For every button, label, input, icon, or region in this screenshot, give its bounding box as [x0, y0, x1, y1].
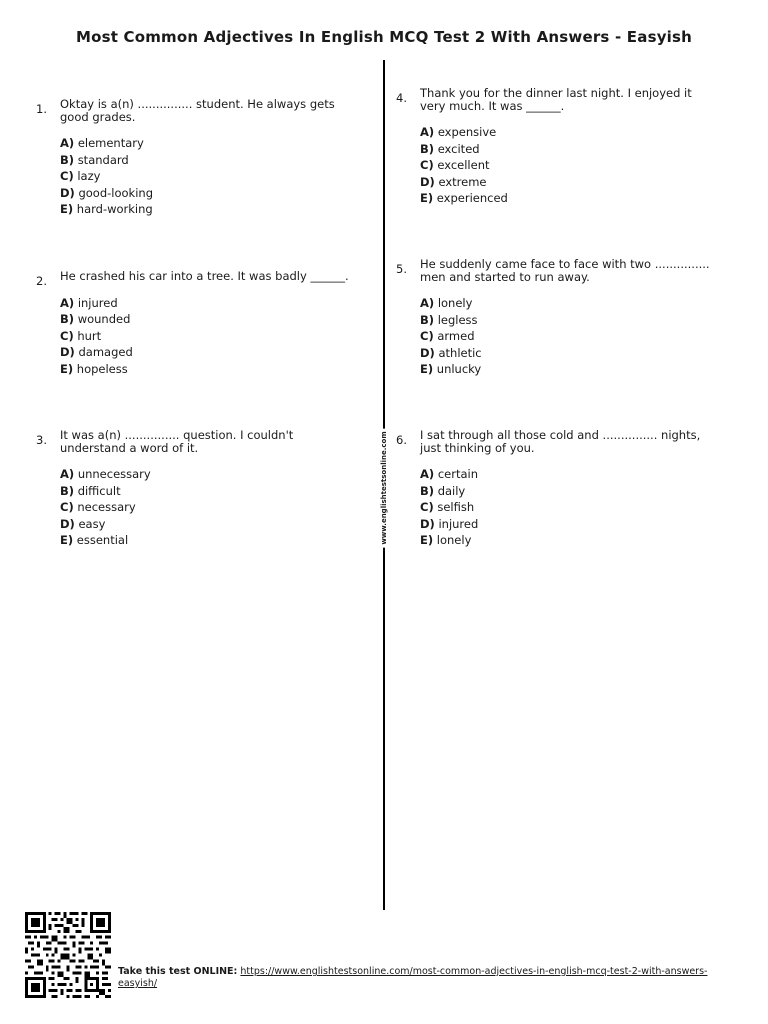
option-e[interactable]: E) unlucky: [420, 362, 482, 376]
footer-label: Take this test ONLINE:: [118, 966, 238, 977]
options-list: [420, 295, 716, 378]
question-text: Thank you for the dinner last night. I enjoyed it very much. It was ______.: [420, 86, 692, 113]
option-a[interactable]: A) expensive: [420, 125, 497, 139]
option-d[interactable]: D) injured: [420, 516, 479, 531]
option-c[interactable]: C) lazy: [60, 169, 101, 183]
question-number: 1.: [36, 102, 47, 116]
option-b[interactable]: B) wounded: [60, 312, 131, 326]
option-e[interactable]: E) lonely: [420, 533, 472, 547]
option-b[interactable]: B) standard: [60, 152, 129, 167]
option-e[interactable]: E) experienced: [420, 191, 508, 205]
question-6: [396, 429, 716, 549]
options-list: [60, 135, 356, 218]
option-b[interactable]: B) excited: [420, 141, 480, 156]
option-c[interactable]: C) necessary: [60, 500, 136, 514]
qr-code-icon[interactable]: [24, 912, 112, 998]
option-a[interactable]: A) certain: [420, 467, 478, 481]
question-number: 2.: [36, 274, 47, 288]
option-a[interactable]: A) injured: [60, 295, 118, 310]
test-online-link[interactable]: https://www.englishtestsonline.com/most-common-adjectives-in-english-mcq-test-2-with-answers-easyish/: [118, 966, 708, 989]
question-text: It was a(n) ............... question. I couldn't understand a word of it.: [60, 428, 294, 455]
option-a[interactable]: A) lonely: [420, 296, 473, 310]
page-title: Most Common Adjectives In English MCQ Test 2 With Answers - Easyish: [75, 28, 693, 46]
options-list: [420, 466, 716, 549]
question-text: I sat through all those cold and ............... nights, just thinking of you.: [420, 428, 701, 455]
options-list: [60, 466, 356, 549]
options-list: [420, 124, 716, 207]
question-2: [36, 270, 356, 377]
option-a[interactable]: A) elementary: [60, 136, 144, 150]
footer-text: [118, 966, 718, 990]
watermark: www.englishtestsonline.com: [378, 428, 390, 547]
question-3: [36, 429, 356, 549]
option-d[interactable]: D) damaged: [60, 345, 133, 359]
question-1: [36, 98, 356, 218]
option-b[interactable]: B) legless: [420, 312, 478, 327]
question-number: 6.: [396, 433, 407, 447]
option-d[interactable]: D) extreme: [420, 174, 487, 189]
question-text: Oktay is a(n) ............... student. He always gets good grades.: [60, 97, 335, 124]
option-d[interactable]: D) athletic: [420, 345, 482, 360]
question-text: He suddenly came face to face with two ............... men and started to run away.: [420, 257, 710, 284]
option-c[interactable]: C) selfish: [420, 500, 475, 514]
question-number: 3.: [36, 433, 47, 447]
option-c[interactable]: C) armed: [420, 329, 475, 343]
option-a[interactable]: A) unnecessary: [60, 467, 151, 481]
options-list: [60, 295, 356, 378]
question-number: 4.: [396, 91, 407, 105]
option-d[interactable]: D) easy: [60, 516, 106, 531]
option-b[interactable]: B) difficult: [60, 483, 121, 498]
option-c[interactable]: C) excellent: [420, 158, 490, 172]
option-e[interactable]: E) essential: [60, 533, 129, 547]
option-c[interactable]: C) hurt: [60, 328, 102, 343]
question-4: [396, 87, 716, 207]
option-e[interactable]: E) hopeless: [60, 361, 128, 376]
question-text: He crashed his car into a tree. It was badly ______.: [60, 269, 349, 283]
option-b[interactable]: B) daily: [420, 483, 466, 498]
question-5: [396, 258, 716, 378]
question-number: 5.: [396, 262, 407, 276]
option-e[interactable]: E) hard-working: [60, 202, 153, 216]
option-d[interactable]: D) good-looking: [60, 185, 153, 200]
